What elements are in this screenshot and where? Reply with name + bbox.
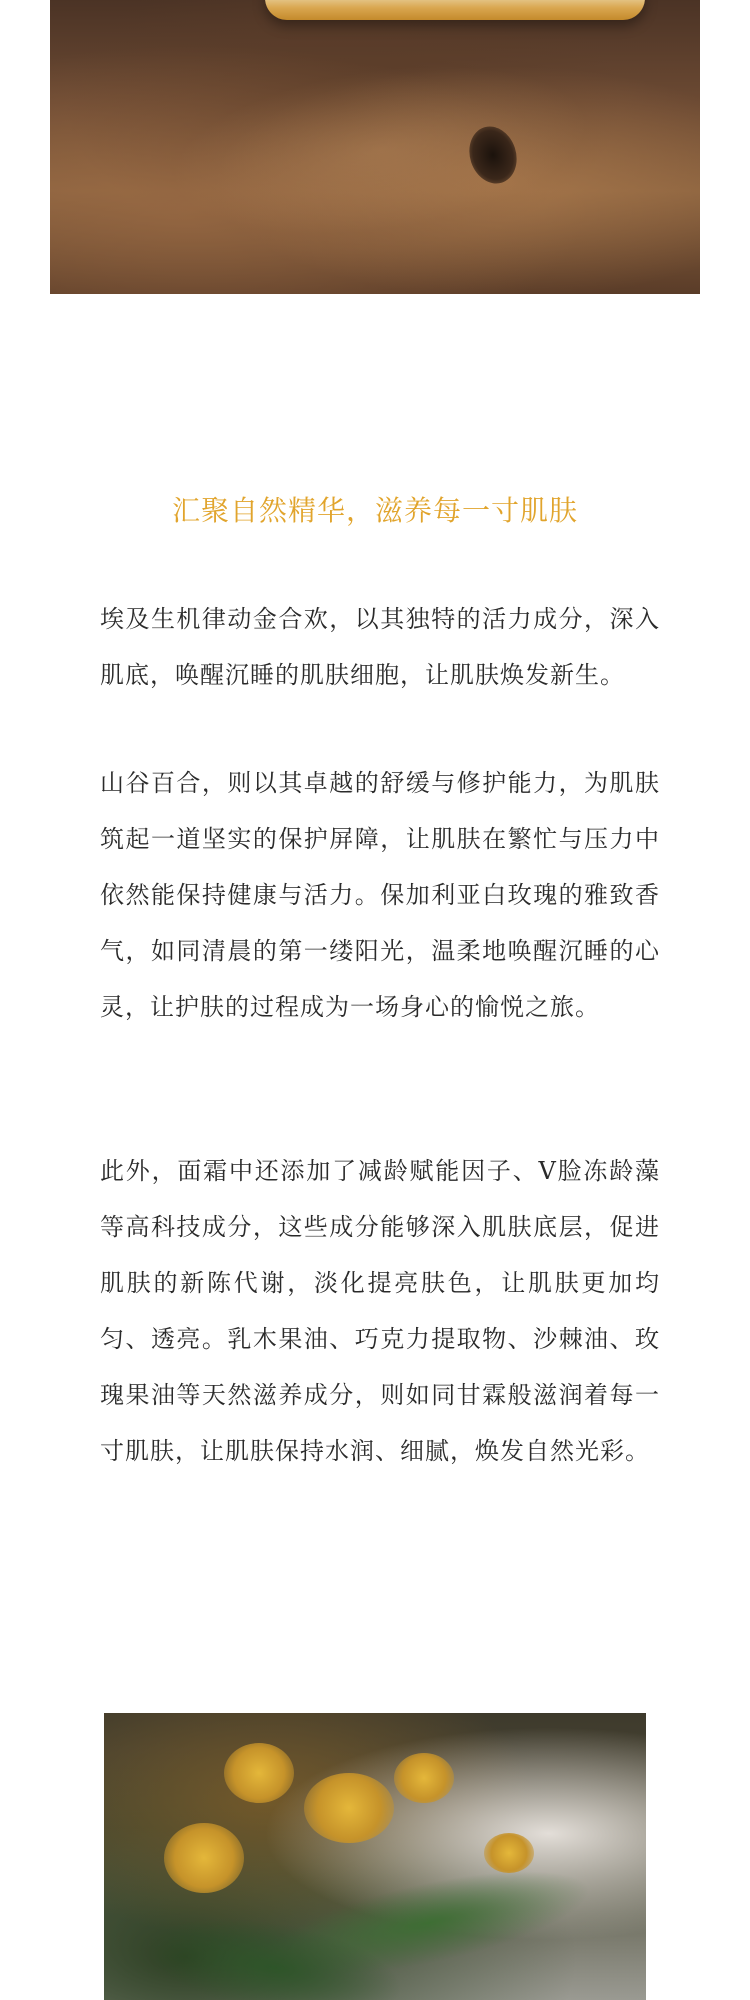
product-photo-wood — [50, 0, 700, 294]
mimosa-cluster — [484, 1833, 534, 1873]
wood-highlight — [161, 42, 599, 259]
paragraph-ingredients: 此外，面霜中还添加了减龄赋能因子、V脸冻龄藻等高科技成分，这些成分能够深入肌肤底层，促进肌肤的新陈代谢，淡化提亮肤色，让肌肤更加均匀、透亮。乳木果油、巧克力提取物、沙棘油、玫瑰果油等天然滋养成分，则如同甘霖般滋润着每一寸肌肤，让肌肤保持水润、细腻，焕发自然光彩。 — [100, 1157, 660, 1465]
section-heading: 汇聚自然精华，滋养每一寸肌肤 — [171, 494, 578, 527]
mimosa-cluster — [164, 1823, 244, 1893]
mimosa-cluster — [394, 1753, 454, 1803]
mimosa-cluster — [224, 1743, 294, 1803]
paragraph-lily-rose: 山谷百合，则以其卓越的舒缓与修护能力，为肌肤筑起一道坚实的保护屏障，让肌肤在繁忙与压力中依然能保持健康与活力。保加利亚白玫瑰的雅致香气，如同清晨的第一缕阳光，温柔地唤醒沉睡的心灵，让护肤的过程成为一场身心的愉悦之旅。 — [100, 769, 660, 1021]
paragraph-acacia: 埃及生机律动金合欢，以其独特的活力成分，深入肌底，唤醒沉睡的肌肤细胞，让肌肤焕发新生。 — [100, 605, 660, 689]
cream-jar-base — [265, 0, 645, 20]
mimosa-cluster — [304, 1773, 394, 1843]
botanical-photo — [104, 1713, 646, 2000]
